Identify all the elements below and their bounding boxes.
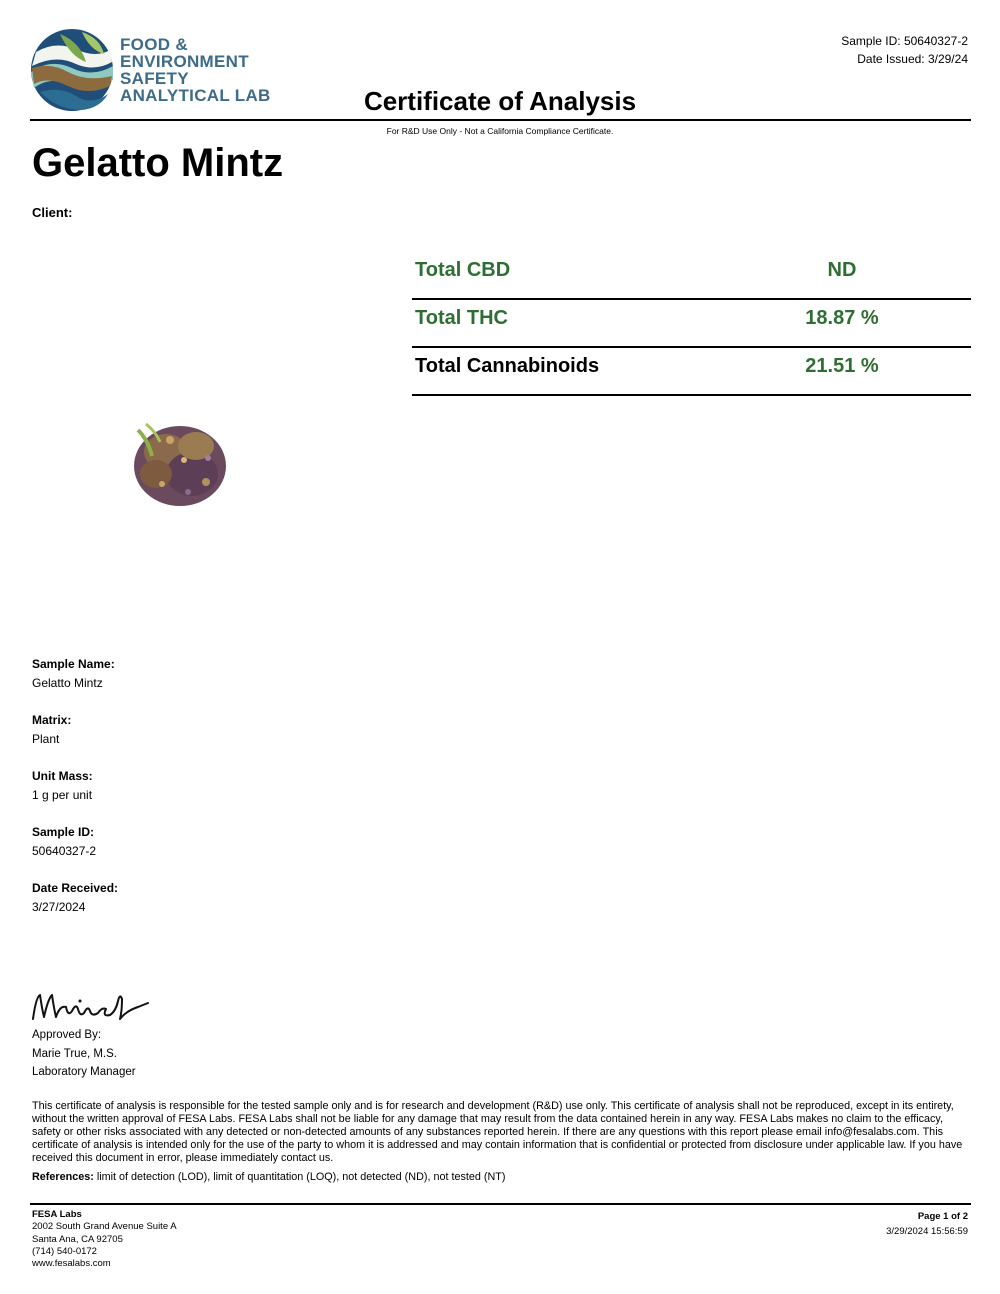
footer-address-line: Santa Ana, CA 92705 — [32, 1233, 123, 1245]
lab-logo-text — [120, 36, 271, 104]
cannabinoid-summary — [412, 252, 971, 396]
header-meta — [841, 32, 968, 68]
footer-website: www.fesalabs.com — [32, 1258, 111, 1270]
header-sample-id: Sample ID: 50640327-2 — [841, 34, 968, 48]
detail-value: 3/27/2024 — [32, 900, 86, 914]
footer-address — [32, 1209, 177, 1270]
header-divider — [30, 119, 971, 121]
detail-value: Gelatto Mintz — [32, 676, 103, 690]
summary-label: Total CBD — [415, 259, 511, 281]
detail-date-received — [32, 879, 118, 917]
summary-value: 18.87 % — [805, 307, 879, 329]
logo-line: ANALYTICAL LAB — [120, 86, 271, 105]
header-date-issued: Date Issued: 3/29/24 — [857, 52, 968, 66]
client-label: Client: — [32, 205, 73, 220]
detail-sample-id — [32, 823, 118, 861]
sample-title: Gelatto Mintz — [32, 141, 284, 185]
detail-value: 50640327-2 — [32, 844, 97, 858]
detail-sample-name — [32, 655, 118, 693]
footer-phone: (714) 540-0172 — [32, 1245, 97, 1257]
detail-label: Sample ID: — [32, 825, 95, 839]
footer-timestamp: 3/29/2024 15:56:59 — [886, 1226, 968, 1237]
lab-logo — [30, 28, 270, 116]
approval-block — [32, 1026, 136, 1082]
product-photo — [126, 412, 230, 512]
document-title: Certificate of Analysis — [363, 86, 637, 116]
summary-value: 21.51 % — [805, 355, 879, 377]
detail-label: Date Received: — [32, 881, 119, 895]
detail-value: Plant — [32, 732, 60, 746]
approver-name: Marie True, M.S. — [32, 1047, 117, 1060]
legal-disclaimer: This certificate of analysis is responsible for the tested sample only and is for research and development (R&D) use only. This certificate of analysis shall not be reproduced, except in its entirety, without the written approval of FESA Labs. FESA Labs shall not be liable for any damage that may result from the data contained herein in any way. FESA Labs makes no claim to the efficacy, safety or other risks associated with any detected or non-detected amounts of any substances reported herein. If there are any questions with this report please email info@fesalabs.com. This certificate of analysis is intended only for the use of the party to whom it is addressed and may contain information that is confidential or protected from disclosure under applicable law. If you have received this document in error, please immediately contact us. — [32, 1100, 963, 1164]
detail-value: 1 g per unit — [32, 788, 93, 802]
detail-unit-mass — [32, 767, 118, 805]
footer-page-meta — [886, 1209, 968, 1239]
approved-by-label: Approved By: — [32, 1029, 102, 1041]
summary-row-total-thc — [412, 300, 971, 348]
signature-image — [30, 987, 150, 1027]
footer-address-line: 2002 South Grand Avenue Suite A — [32, 1221, 177, 1233]
sample-details — [32, 655, 118, 935]
detail-label: Unit Mass: — [32, 769, 93, 783]
references-label: References: — [32, 1171, 94, 1183]
page-number: Page 1 of 2 — [917, 1211, 968, 1222]
summary-value: ND — [827, 259, 857, 281]
summary-label: Total Cannabinoids — [415, 355, 600, 377]
detail-matrix — [32, 711, 118, 749]
summary-row-total-cbd — [412, 252, 971, 300]
footer-divider — [30, 1203, 971, 1205]
references — [32, 1171, 967, 1184]
summary-label: Total THC — [415, 307, 508, 329]
footer-company: FESA Labs — [32, 1209, 82, 1220]
logo-line: FOOD & — [120, 35, 188, 54]
summary-row-total-cannabinoids — [412, 348, 971, 396]
logo-line: ENVIRONMENT — [120, 52, 249, 71]
detail-label: Matrix: — [32, 713, 72, 727]
approver-role: Laboratory Manager — [32, 1066, 136, 1078]
logo-line: SAFETY — [120, 69, 189, 88]
rd-disclaimer: For R&D Use Only - Not a California Compliance Certificate. — [386, 126, 614, 136]
detail-label: Sample Name: — [32, 657, 115, 671]
lab-logo-mark-icon — [30, 28, 114, 112]
references-text: limit of detection (LOD), limit of quantitation (LOQ), not detected (ND), not tested (NT) — [93, 1171, 506, 1183]
